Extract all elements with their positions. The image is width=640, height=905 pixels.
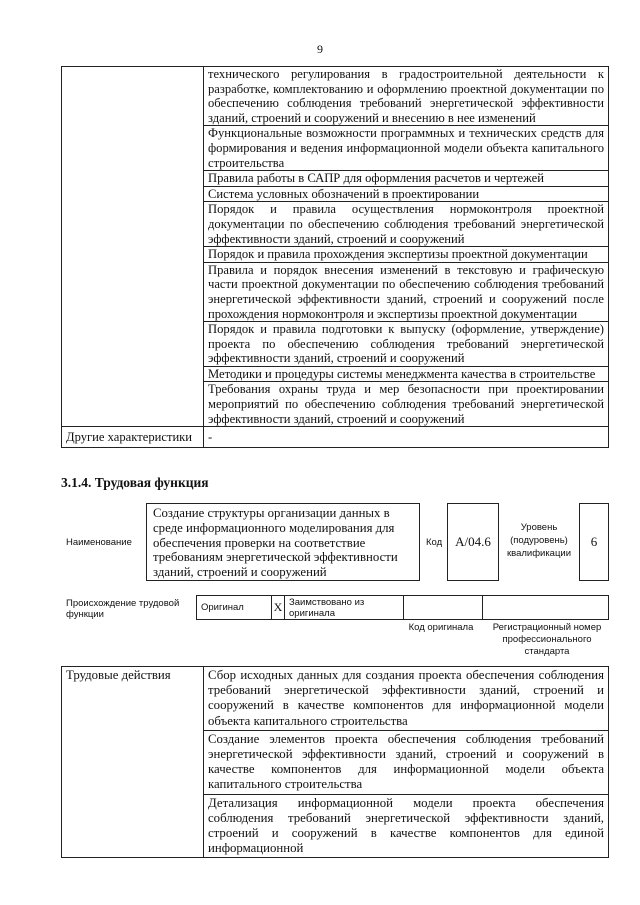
labor-action-row: Детализация информационной модели проекта обеспечения соблюдения требований энергетической эффективности зданий, строений и сооружений в качестве компонентов для единой информационной [204,794,609,858]
function-name-box: Создание структуры организации данных в среде информационного моделирования для обеспечения проверки на соответствие требованиям энергетической эффективности зданий, строений и сооружений [146,503,420,581]
knowledge-row: Порядок и правила подготовки к выпуску (оформление, утверждение) проекта по обеспечению соблюдения требований энергетической эффективности зданий, строений и сооружений [204,322,609,367]
knowledge-row: Порядок и правила прохождения экспертизы проектной документации [204,247,609,263]
level-value-box: 6 [579,503,609,581]
function-code-box: A/04.6 [447,503,499,581]
original-mark: X [272,596,285,620]
knowledge-row: Правила работы в САПР для оформления расчетов и чертежей [204,171,609,187]
knowledge-row: Система условных обозначений в проектировании [204,186,609,202]
code-original-caption: Код оригинала [408,622,474,633]
origin-label: Происхождение трудовой функции [66,598,180,620]
original-label: Оригинал [197,596,272,620]
labor-actions-label: Трудовые действия [62,667,204,858]
page-number: 9 [317,42,323,56]
section-heading: 3.1.4. Трудовая функция [61,475,209,490]
other-characteristics-value: - [204,427,609,448]
other-characteristics-label: Другие характеристики [62,427,204,448]
knowledge-row: технического регулирования в градостроительной деятельности к разработке, комплектованию и оформлению проектной документации по обеспечению соблюдения требований энергетической эффективности зданий, строений и сооружений и внесению в нее изменений [204,67,609,126]
knowledge-row: Функциональные возможности программных и технических средств для формирования и ведения информационной модели объекта капитального строительства [204,126,609,171]
labor-action-row: Создание элементов проекта обеспечения соблюдения требований энергетической эффективности зданий, строений и сооружений в качестве компонентов для информационной модели объекта капитального строительства [204,730,609,794]
knowledge-row: Методики и процедуры системы менеджмента качества в строительстве [204,366,609,382]
code-label: Код [426,537,443,548]
labor-action-row: Сбор исходных данных для создания проекта обеспечения соблюдения требований энергетической эффективности зданий, строений и сооружений в качестве компонентов для информационной модели объекта капитального строительства [204,667,609,731]
labor-actions-table [61,666,609,858]
borrowed-label: Заимствовано из оригинала [285,596,404,620]
knowledge-row: Правила и порядок внесения изменений в текстовую и графическую части проектной документации по обеспечению соблюдения требований энергетической эффективности зданий, строений и сооружений после прохождения нормоконтроля и экспертизы проектной документации [204,262,609,321]
level-label: Уровень (подуровень) квалификации [506,522,572,559]
reg-number-caption: Регистрационный номер профессионального стандарта [492,622,602,657]
knowledge-row: Требования охраны труда и мер безопасности при проектировании мероприятий по обеспечению соблюдения требований энергетической эффективности зданий, строений и сооружений [204,382,609,427]
name-label: Наименование [66,537,132,548]
knowledge-row: Порядок и правила осуществления нормоконтроля проектной документации по обеспечению соблюдения требований энергетической эффективности зданий, строений и сооружений [204,202,609,247]
